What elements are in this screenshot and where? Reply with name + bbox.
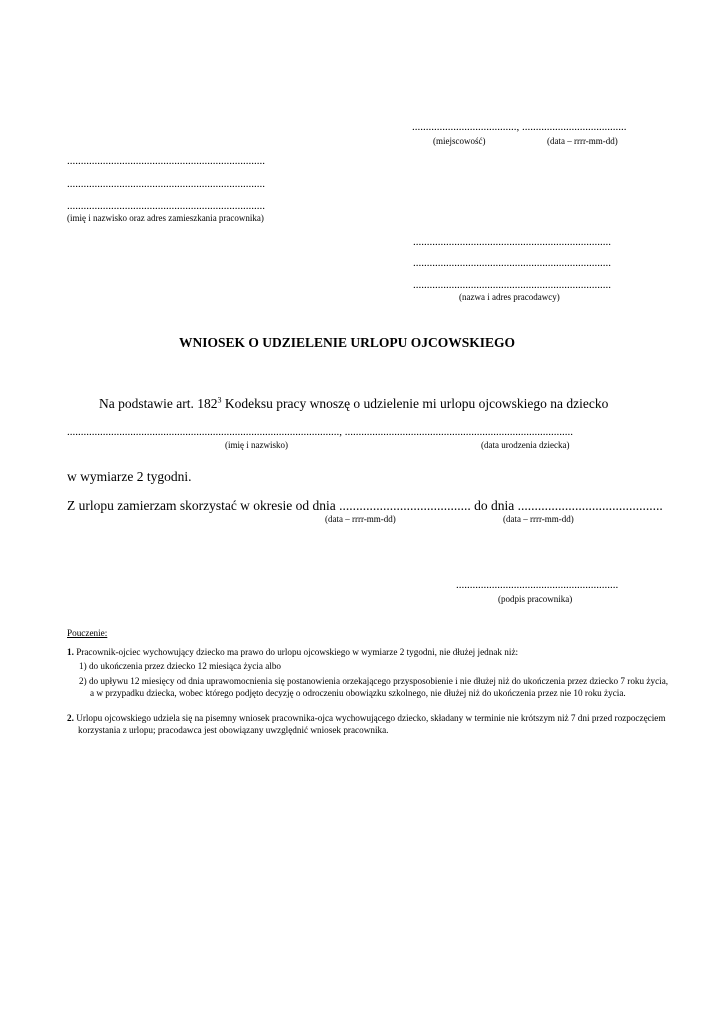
intro-sentence <box>99 396 608 412</box>
child-name-caption: (imię i nazwisko) <box>225 440 288 450</box>
article-superscript: 3 <box>217 395 222 405</box>
note-item-2-text: Urlopu ojcowskiego udziela się na pisemny wniosek pracownika-ojca wychowującego dziecko, składany w terminie nie krótszym niż 7 dni przed rozpoczęciem korzystania z urlopu; pracodawca jest obowiązany uwzględnić wniosek pracownika. <box>73 713 666 735</box>
note-item-2-number: 2. <box>67 713 74 723</box>
note-item-2 <box>67 713 668 736</box>
from-date-caption: (data – rrrr-mm-dd) <box>325 514 396 524</box>
note-item-1-sub-1: 1) do ukończenia przez dziecko 12 miesiąca życia albo <box>79 661 282 671</box>
employer-caption: (nazwa i adres pracodawcy) <box>459 292 560 302</box>
notes-heading <box>67 628 107 640</box>
place-date-line[interactable]: ......................................, ...................................... <box>412 121 627 133</box>
place-caption: (miejscowość) <box>433 136 486 146</box>
employer-line-2[interactable]: ........................................................................ <box>413 257 611 269</box>
note-item-1-sub-2: 2) do upływu 12 miesięcy od dnia uprawomocnienia się postanowienia orzekającego przysposobienie i nie dłużej niż do ukończenia przez dziecko 7 roku życia, a w przypadku dziecka, wobec którego podjęto decyzję o odroczeniu obowiązku szkolnego, nie dłużej niż do ukończenia przez nie 10 roku życia. <box>79 676 669 698</box>
to-date-caption: (data – rrrr-mm-dd) <box>503 514 574 524</box>
date-caption: (data – rrrr-mm-dd) <box>547 136 618 146</box>
note-item-1-number: 1. <box>67 647 74 657</box>
note-item-1-text: Pracownik-ojciec wychowujący dziecko ma prawo do urlopu ojcowskiego w wymiarze 2 tygodni, nie dłużej jednak niż: <box>73 647 519 657</box>
employer-line-3[interactable]: ........................................................................ <box>413 279 611 291</box>
notes-heading-text: Pouczenie: <box>67 628 108 638</box>
signature-caption: (podpis pracownika) <box>498 594 573 604</box>
child-line[interactable]: ..................................................................................................., ................................................................................... <box>67 426 573 438</box>
employer-line-1[interactable]: ........................................................................ <box>413 236 611 248</box>
duration-text: w wymiarze 2 tygodni. <box>67 469 192 484</box>
employee-line-1[interactable]: ........................................................................ <box>67 155 265 167</box>
employee-line-3[interactable]: ........................................................................ <box>67 200 265 212</box>
intro-after: Kodeksu pracy wnoszę o udzielenie mi urlopu ojcowskiego na dziecko <box>221 396 609 411</box>
employee-caption: (imię i nazwisko oraz adres zamieszkania pracownika) <box>67 213 264 223</box>
intro-before: Na podstawie art. 182 <box>99 396 218 411</box>
signature-line[interactable]: ........................................................... <box>456 579 619 591</box>
document-title: WNIOSEK O UDZIELENIE URLOPU OJCOWSKIEGO <box>179 335 516 350</box>
period-line[interactable]: Z urlopu zamierzam skorzystać w okresie od dnia ....................................... do dnia ........................................... <box>67 498 663 513</box>
note-item-1 <box>67 647 657 659</box>
employee-line-2[interactable]: ........................................................................ <box>67 178 265 190</box>
child-birth-caption: (data urodzenia dziecka) <box>481 440 570 450</box>
